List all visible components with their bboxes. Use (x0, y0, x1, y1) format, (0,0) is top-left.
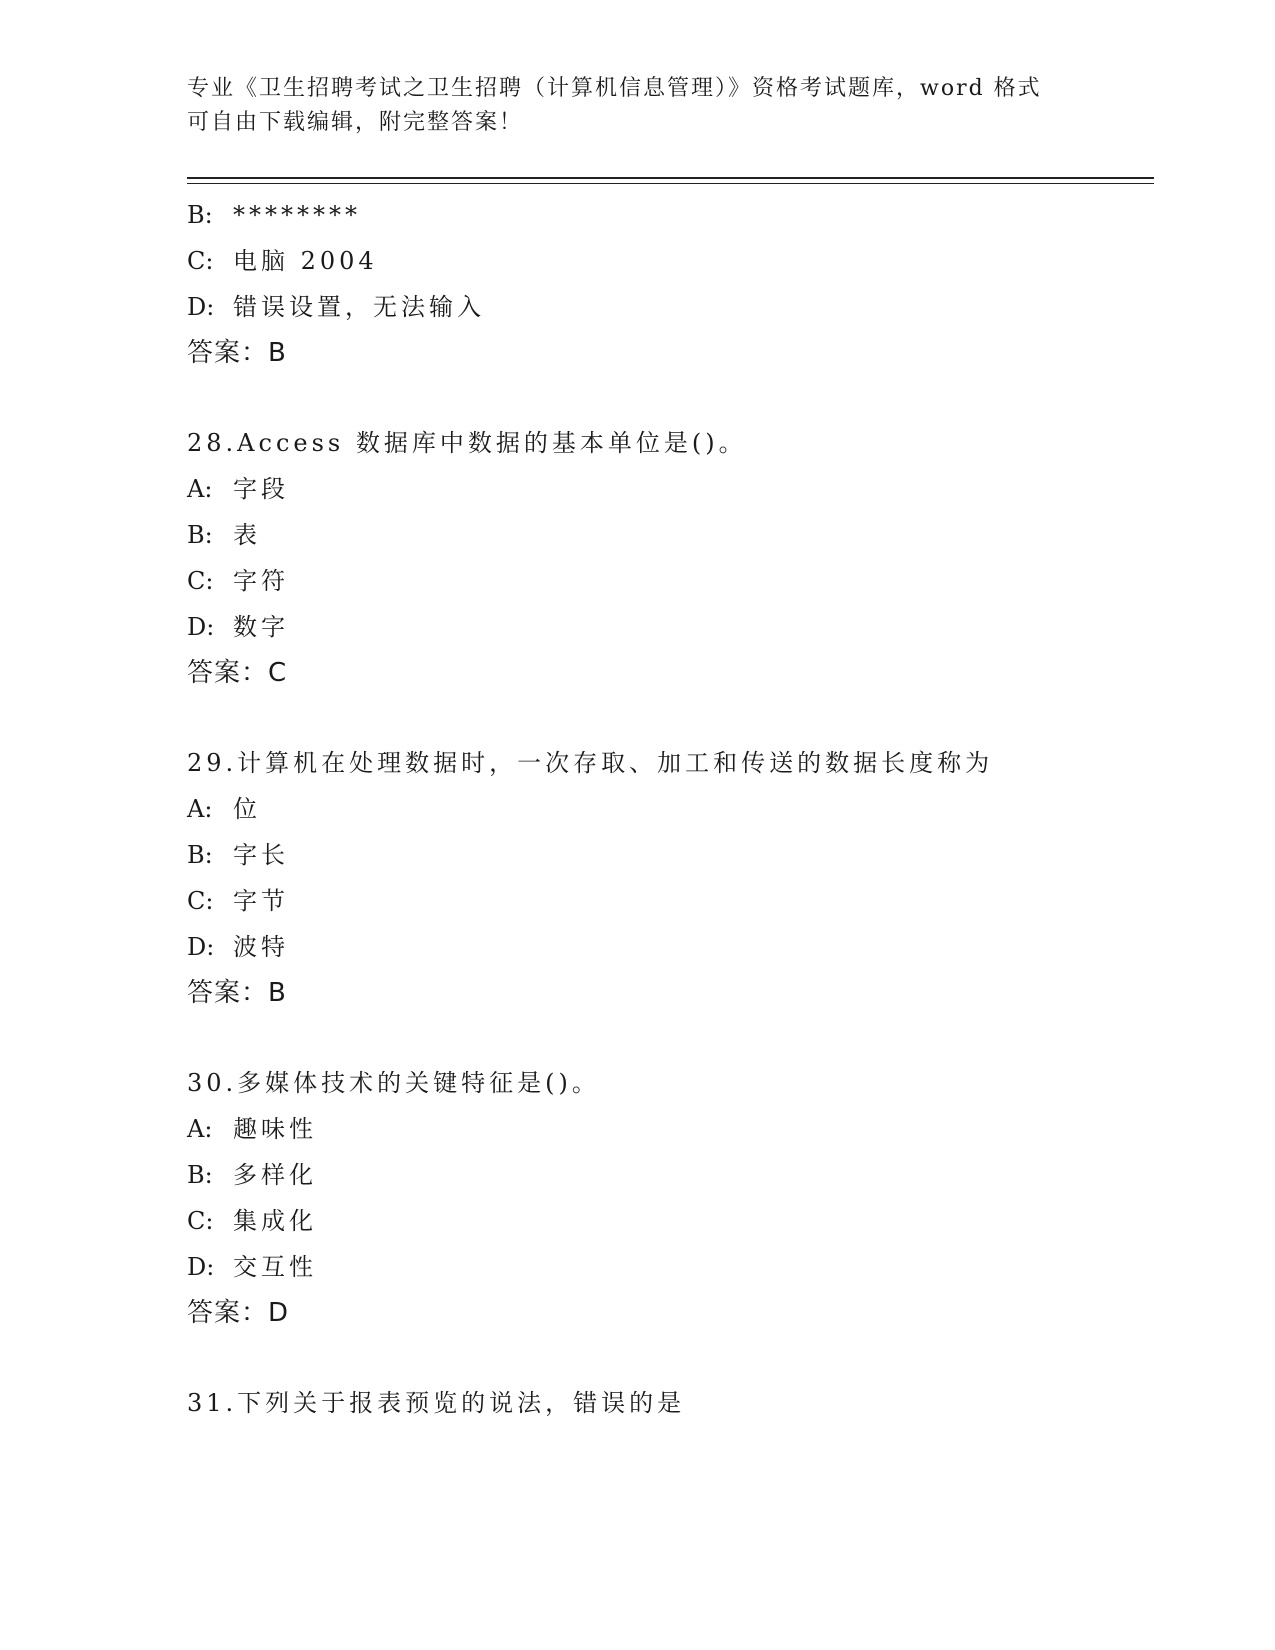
document-header (187, 72, 1087, 140)
option-d (187, 1244, 1147, 1290)
header-rule-thin (187, 183, 1154, 184)
option-b (187, 192, 1147, 238)
option-b (187, 832, 1147, 878)
option-d (187, 924, 1147, 970)
option-c (187, 1198, 1147, 1244)
option-key: D: (187, 933, 215, 961)
question-list (187, 192, 1147, 1470)
option-key: C: (187, 567, 214, 595)
question-block-29 (187, 740, 1147, 1016)
option-key: D: (187, 613, 215, 641)
option-key: C: (187, 247, 214, 275)
question-block-31 (187, 1380, 1147, 1426)
option-key: B: (187, 1161, 213, 1189)
question-block-27 (187, 192, 1147, 376)
option-b (187, 1152, 1147, 1198)
option-key: A: (187, 475, 213, 503)
header-line-1: 专业《卫生招聘考试之卫生招聘（计算机信息管理）》资格考试题库，word 格式 (187, 76, 1042, 101)
option-key: B: (187, 521, 213, 549)
option-b (187, 512, 1147, 558)
option-text: 交互性 (233, 1253, 317, 1281)
option-text: 位 (233, 795, 261, 823)
option-key: D: (187, 1253, 215, 1281)
question-title: 30.多媒体技术的关键特征是()。 (187, 1069, 600, 1097)
option-c (187, 558, 1147, 604)
option-text: 字段 (233, 475, 289, 503)
option-text: 趣味性 (233, 1115, 317, 1143)
answer-line: 答案：B (187, 338, 287, 368)
option-a (187, 786, 1147, 832)
option-text: 集成化 (233, 1207, 317, 1235)
option-text: ******** (233, 201, 361, 229)
option-key: A: (187, 1115, 213, 1143)
option-text: 错误设置，无法输入 (233, 293, 485, 321)
option-key: D: (187, 293, 215, 321)
option-text: 波特 (233, 933, 289, 961)
question-block-30 (187, 1060, 1147, 1336)
answer-line: 答案：C (187, 658, 288, 688)
option-text: 字节 (233, 887, 289, 915)
option-text: 电脑 2004 (233, 247, 378, 275)
option-text: 数字 (233, 613, 289, 641)
answer-line: 答案：D (187, 1298, 290, 1328)
option-text: 字长 (233, 841, 289, 869)
option-d (187, 284, 1147, 330)
header-rule-thick (187, 177, 1154, 179)
option-c (187, 878, 1147, 924)
option-d (187, 604, 1147, 650)
answer-line: 答案：B (187, 978, 287, 1008)
option-key: B: (187, 201, 213, 229)
option-text: 表 (233, 521, 261, 549)
option-text: 字符 (233, 567, 289, 595)
option-key: A: (187, 795, 213, 823)
option-key: C: (187, 1207, 214, 1235)
option-text: 多样化 (233, 1161, 317, 1189)
question-block-28 (187, 420, 1147, 696)
option-a (187, 1106, 1147, 1152)
header-line-2: 可自由下载编辑，附完整答案！ (187, 110, 524, 135)
question-title: 28.Access 数据库中数据的基本单位是()。 (187, 429, 747, 457)
option-c (187, 238, 1147, 284)
question-title: 31.下列关于报表预览的说法，错误的是 (187, 1389, 686, 1417)
question-title: 29.计算机在处理数据时，一次存取、加工和传送的数据长度称为 (187, 749, 994, 777)
option-a (187, 466, 1147, 512)
option-key: C: (187, 887, 214, 915)
option-key: B: (187, 841, 213, 869)
